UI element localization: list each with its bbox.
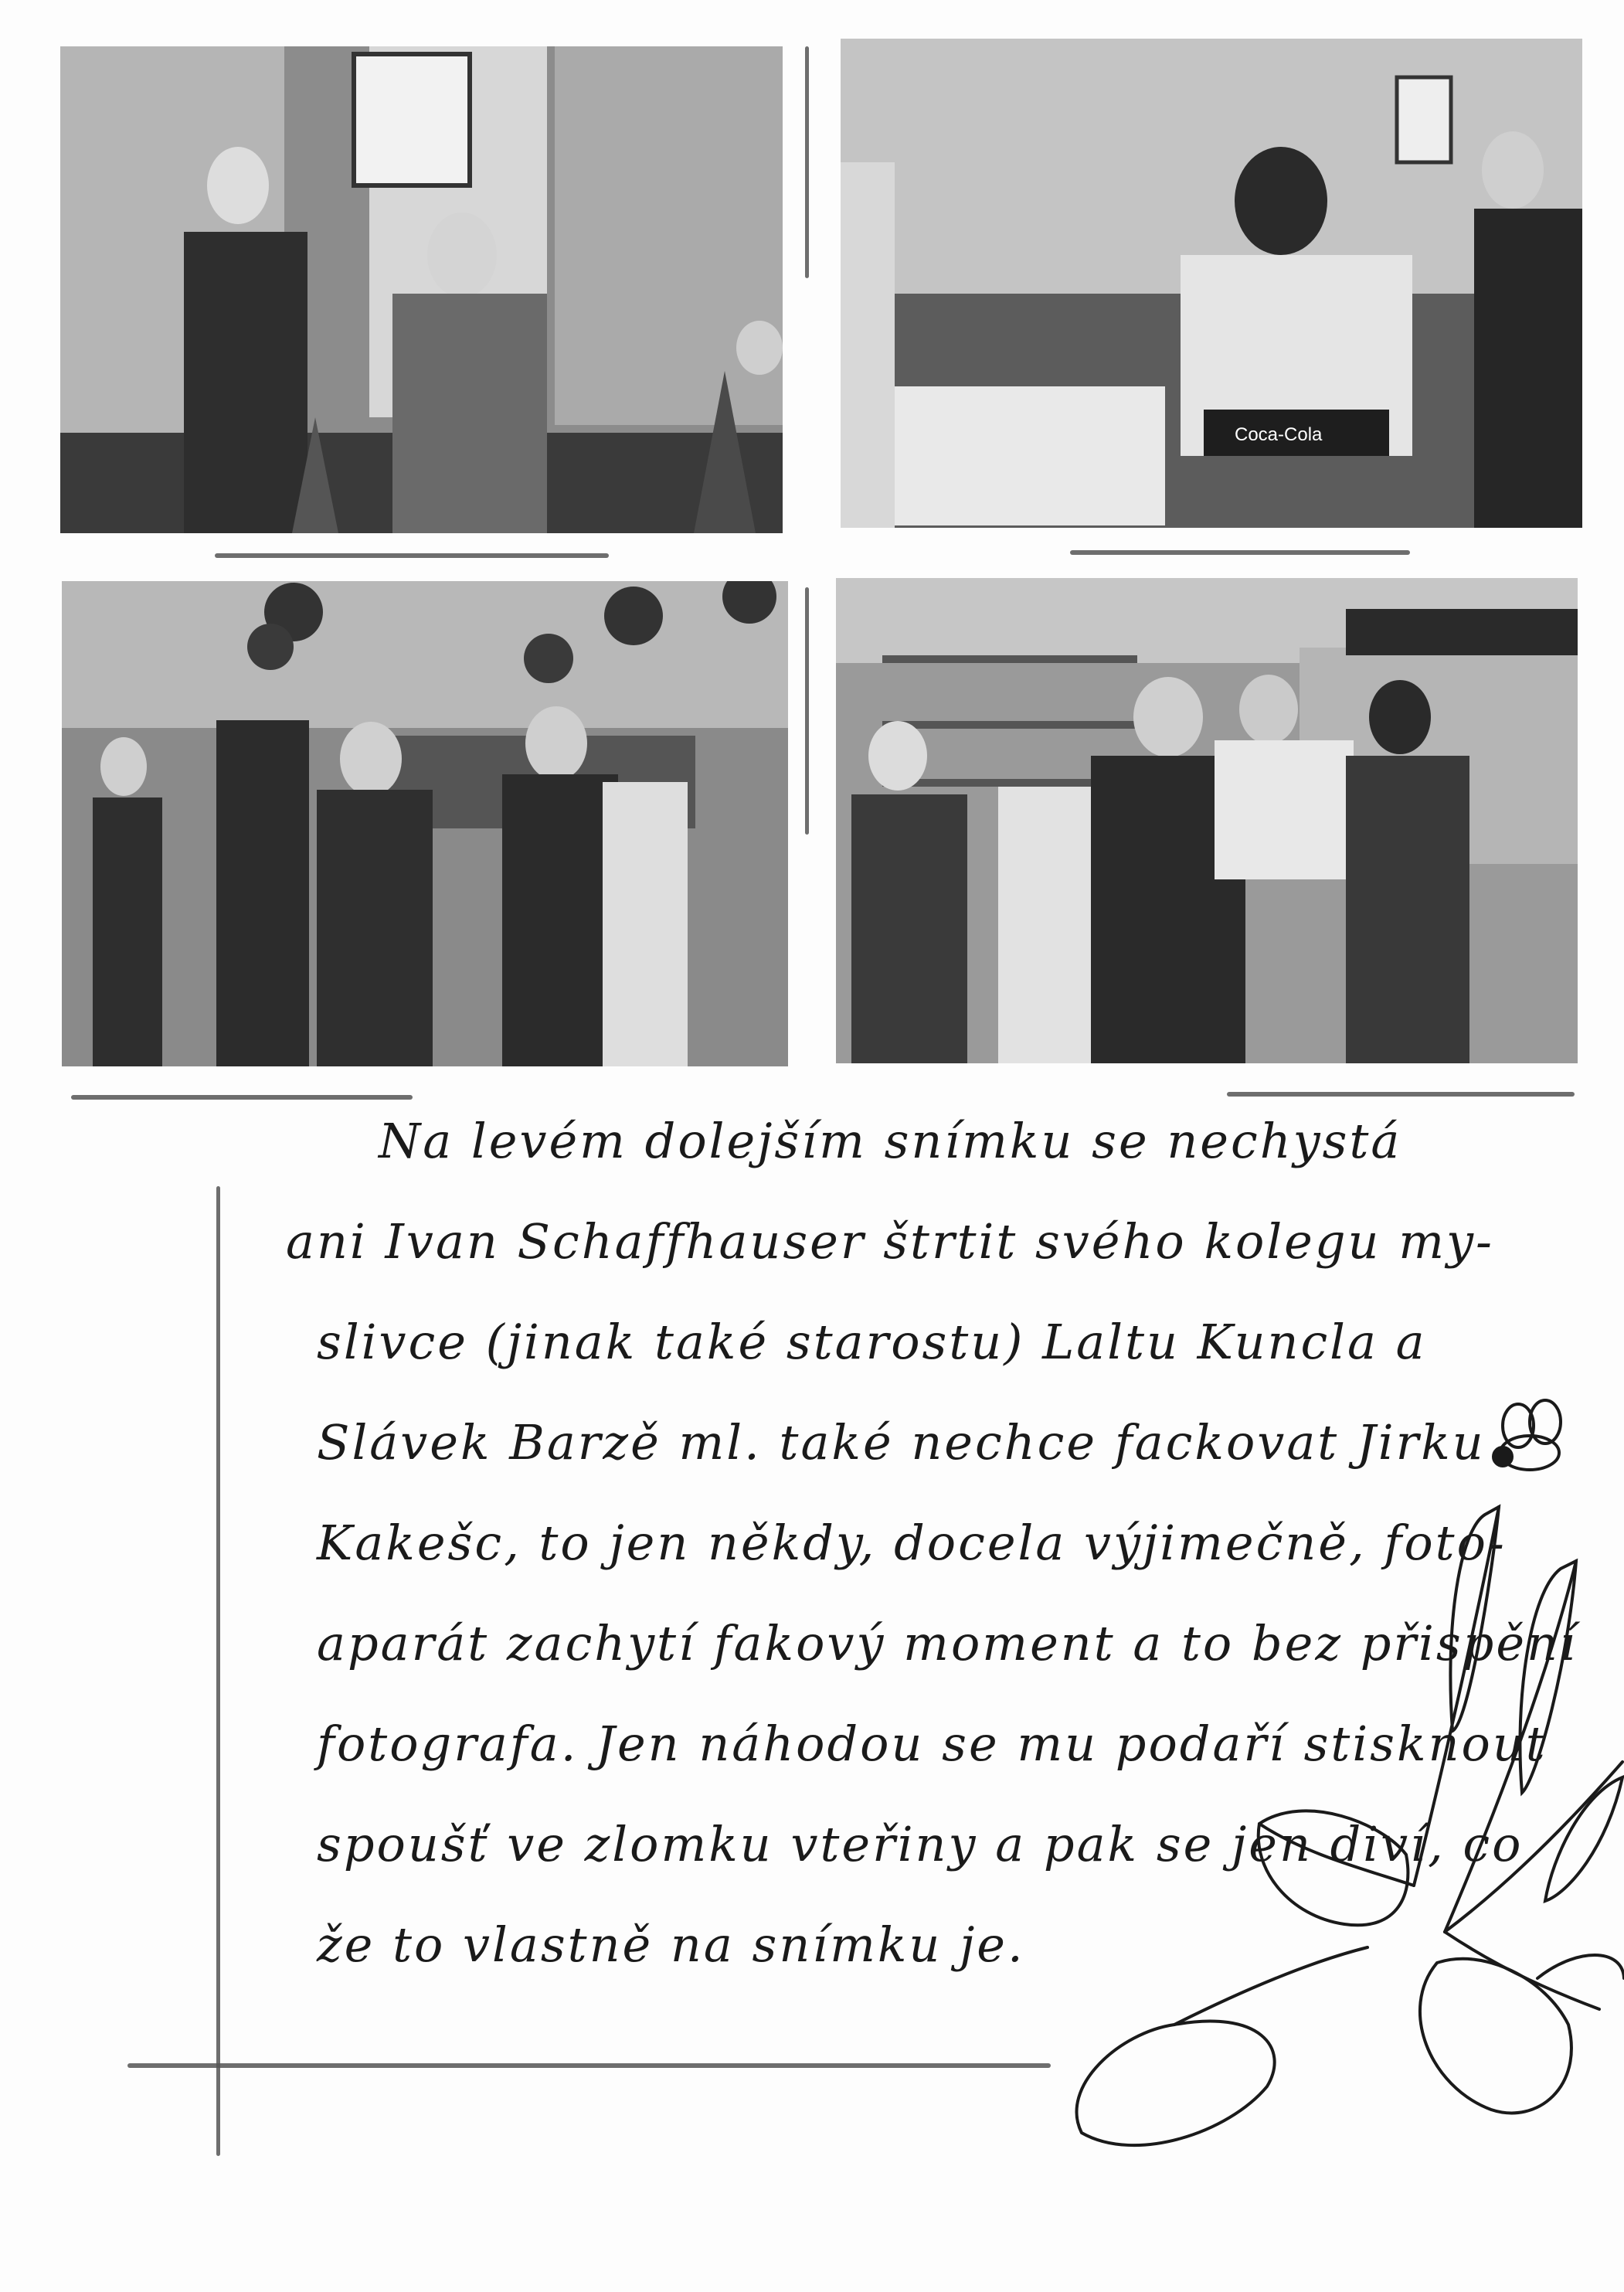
photo-bottom-left [62,581,788,1066]
vertical-rule-middle [805,587,809,835]
bee-icon [1493,1400,1561,1470]
photo-top-right [841,39,1582,528]
text-line-7: fotografa. Jen náhodou se mu podaří stisknout [317,1716,1548,1772]
text-line-9: že to vlastně na snímku je. [317,1916,1025,1973]
photo-top-left [60,46,783,533]
text-line-8: spoušť ve zlomku vteřiny a pak se jen diví, co [317,1816,1524,1872]
text-line-5: Kakešc, to jen někdy, docela výjimečně, foto- [317,1515,1507,1571]
coca-cola-tray-label: Coca-Cola [1235,424,1323,445]
text-line-3: slivce (jinak také starostu) Laltu Kuncla a [317,1314,1427,1370]
text-line-1: Na levém dolejším snímku se nechystá [379,1113,1402,1169]
text-line-2: ani Ivan Schaffhauser štrtit svého kolegu my- [286,1213,1494,1270]
rule-under-photo-3 [71,1095,413,1100]
text-line-4: Slávek Barzě ml. také nechce fackovat Jirku [317,1414,1486,1471]
text-line-6: aparát zachytí fakový moment a to bez přispění [317,1615,1578,1671]
vertical-rule-top [805,46,809,278]
rule-under-photo-2 [1070,550,1410,555]
rule-under-photo-1 [215,553,609,558]
rule-under-photo-4 [1227,1092,1575,1097]
photo-bottom-right [836,578,1578,1063]
plant-drawing [904,1391,1624,2164]
text-margin-line [216,1186,220,2156]
